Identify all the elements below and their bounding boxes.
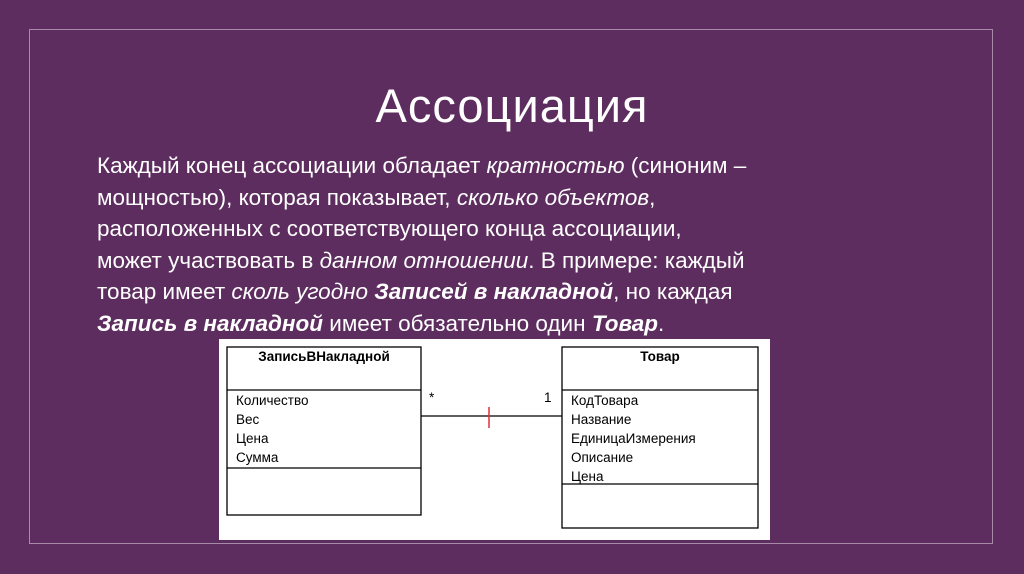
attribute-right: ЕдиницаИзмерения: [571, 431, 696, 446]
multiplicity-right: 1: [544, 390, 552, 405]
attribute-left: Вес: [236, 412, 260, 427]
paragraph-line: мощностью), которая показывает, сколько объектов,: [97, 184, 656, 210]
attribute-right: КодТовара: [571, 393, 639, 408]
class-name-right: Товар: [640, 349, 680, 364]
paragraph-line: товар имеет сколь угодно Записей в накладной, но каждая: [97, 279, 733, 304]
attribute-right: Название: [571, 412, 632, 427]
attribute-right: Цена: [571, 469, 604, 484]
class-box-right: [562, 347, 758, 528]
paragraph-line: расположенных с соответствующего конца ассоциации,: [97, 216, 682, 241]
class-name-left: ЗаписьВНакладной: [258, 349, 390, 364]
attribute-right: Описание: [571, 450, 634, 465]
uml-diagram: [219, 339, 770, 540]
paragraph-line: может участвовать в данном отношении. В примере: каждый: [97, 247, 745, 273]
class-box-left: [227, 347, 421, 515]
slide-paragraph: [97, 150, 947, 339]
multiplicity-left: *: [429, 390, 435, 405]
paragraph-line: Каждый конец ассоциации обладает кратностью (синоним –: [97, 153, 747, 178]
slide-title: Ассоциация: [375, 79, 649, 132]
attribute-left: Цена: [236, 431, 269, 446]
attribute-left: Количество: [236, 393, 309, 408]
paragraph-line: Запись в накладной имеет обязательно один Товар.: [97, 310, 665, 336]
attribute-left: Сумма: [236, 450, 279, 465]
